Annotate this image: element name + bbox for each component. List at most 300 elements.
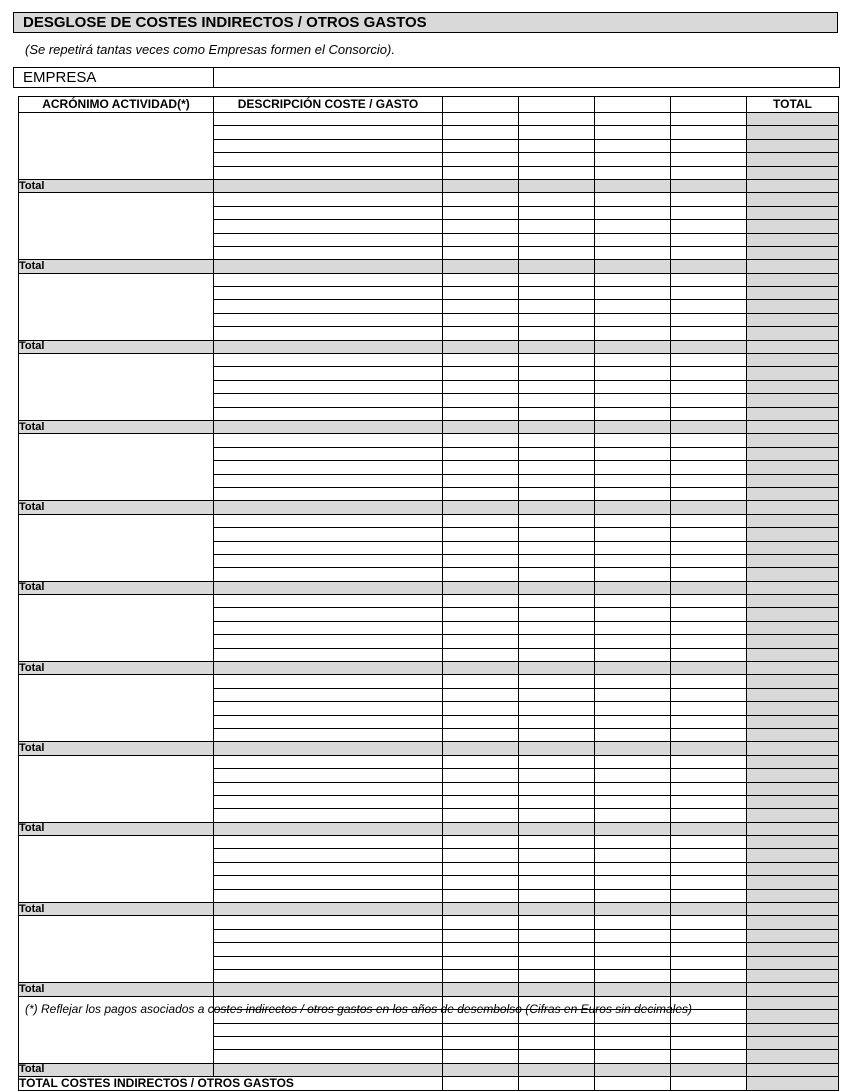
amount-cell[interactable] [519,300,595,313]
amount-cell[interactable] [443,715,519,728]
description-cell[interactable] [214,970,443,983]
amount-cell[interactable] [595,246,671,259]
amount-cell[interactable] [443,153,519,166]
description-cell[interactable] [214,715,443,728]
description-cell[interactable] [214,568,443,581]
amount-cell[interactable] [443,554,519,567]
amount-cell[interactable] [519,675,595,688]
amount-cell[interactable] [595,220,671,233]
amount-cell[interactable] [595,487,671,500]
amount-cell[interactable] [671,126,747,139]
amount-cell[interactable] [519,568,595,581]
amount-cell[interactable] [595,608,671,621]
description-cell[interactable] [214,367,443,380]
amount-cell[interactable] [595,929,671,942]
amount-cell[interactable] [671,916,747,929]
amount-cell[interactable] [519,715,595,728]
amount-cell[interactable] [443,782,519,795]
amount-cell[interactable] [671,769,747,782]
description-cell[interactable] [214,1050,443,1063]
amount-cell[interactable] [671,220,747,233]
amount-cell[interactable] [671,541,747,554]
amount-cell[interactable] [671,313,747,326]
amount-cell[interactable] [519,702,595,715]
amount-cell[interactable] [671,889,747,902]
amount-cell[interactable] [671,1050,747,1063]
description-cell[interactable] [214,809,443,822]
amount-cell[interactable] [595,367,671,380]
amount-cell[interactable] [595,407,671,420]
amount-cell[interactable] [519,769,595,782]
amount-cell[interactable] [671,688,747,701]
description-cell[interactable] [214,608,443,621]
description-cell[interactable] [214,849,443,862]
description-cell[interactable] [214,514,443,527]
description-cell[interactable] [214,648,443,661]
amount-cell[interactable] [671,755,747,768]
amount-cell[interactable] [443,1036,519,1049]
amount-cell[interactable] [519,407,595,420]
amount-cell[interactable] [671,287,747,300]
amount-cell[interactable] [519,862,595,875]
amount-cell[interactable] [671,273,747,286]
description-cell[interactable] [214,688,443,701]
description-cell[interactable] [214,300,443,313]
amount-cell[interactable] [519,595,595,608]
amount-cell[interactable] [519,447,595,460]
description-cell[interactable] [214,929,443,942]
amount-cell[interactable] [671,380,747,393]
amount-cell[interactable] [443,287,519,300]
amount-cell[interactable] [595,113,671,126]
amount-cell[interactable] [671,554,747,567]
description-cell[interactable] [214,166,443,179]
amount-cell[interactable] [671,1036,747,1049]
amount-cell[interactable] [595,554,671,567]
amount-cell[interactable] [519,233,595,246]
amount-cell[interactable] [519,648,595,661]
amount-cell[interactable] [671,876,747,889]
amount-cell[interactable] [671,608,747,621]
activity-acronym-cell[interactable] [19,675,214,742]
amount-cell[interactable] [519,970,595,983]
amount-cell[interactable] [671,407,747,420]
header-year-4[interactable] [671,97,747,113]
description-cell[interactable] [214,528,443,541]
amount-cell[interactable] [519,916,595,929]
description-cell[interactable] [214,956,443,969]
amount-cell[interactable] [595,233,671,246]
description-cell[interactable] [214,782,443,795]
description-cell[interactable] [214,139,443,152]
description-cell[interactable] [214,380,443,393]
amount-cell[interactable] [595,849,671,862]
amount-cell[interactable] [519,487,595,500]
activity-acronym-cell[interactable] [19,113,214,180]
amount-cell[interactable] [519,688,595,701]
description-cell[interactable] [214,635,443,648]
amount-cell[interactable] [519,809,595,822]
amount-cell[interactable] [595,434,671,447]
amount-cell[interactable] [595,153,671,166]
description-cell[interactable] [214,273,443,286]
amount-cell[interactable] [595,300,671,313]
amount-cell[interactable] [519,755,595,768]
amount-cell[interactable] [671,702,747,715]
amount-cell[interactable] [519,273,595,286]
activity-acronym-cell[interactable] [19,836,214,903]
amount-cell[interactable] [443,809,519,822]
amount-cell[interactable] [443,354,519,367]
amount-cell[interactable] [595,862,671,875]
amount-cell[interactable] [595,287,671,300]
amount-cell[interactable] [443,233,519,246]
amount-cell[interactable] [519,461,595,474]
amount-cell[interactable] [671,715,747,728]
amount-cell[interactable] [519,126,595,139]
amount-cell[interactable] [595,728,671,741]
amount-cell[interactable] [443,956,519,969]
amount-cell[interactable] [519,528,595,541]
amount-cell[interactable] [519,782,595,795]
description-cell[interactable] [214,461,443,474]
description-cell[interactable] [214,313,443,326]
amount-cell[interactable] [671,206,747,219]
amount-cell[interactable] [519,327,595,340]
amount-cell[interactable] [519,849,595,862]
amount-cell[interactable] [519,836,595,849]
amount-cell[interactable] [443,943,519,956]
amount-cell[interactable] [519,889,595,902]
description-cell[interactable] [214,354,443,367]
amount-cell[interactable] [671,528,747,541]
amount-cell[interactable] [443,487,519,500]
amount-cell[interactable] [519,1036,595,1049]
amount-cell[interactable] [595,126,671,139]
amount-cell[interactable] [519,541,595,554]
amount-cell[interactable] [671,849,747,862]
amount-cell[interactable] [595,514,671,527]
amount-cell[interactable] [519,287,595,300]
amount-cell[interactable] [443,380,519,393]
amount-cell[interactable] [443,461,519,474]
amount-cell[interactable] [443,795,519,808]
amount-cell[interactable] [519,434,595,447]
amount-cell[interactable] [671,246,747,259]
amount-cell[interactable] [595,139,671,152]
amount-cell[interactable] [443,193,519,206]
description-cell[interactable] [214,327,443,340]
amount-cell[interactable] [595,836,671,849]
amount-cell[interactable] [519,139,595,152]
description-cell[interactable] [214,595,443,608]
amount-cell[interactable] [595,970,671,983]
amount-cell[interactable] [443,621,519,634]
description-cell[interactable] [214,916,443,929]
amount-cell[interactable] [519,394,595,407]
amount-cell[interactable] [671,394,747,407]
amount-cell[interactable] [443,836,519,849]
amount-cell[interactable] [519,635,595,648]
amount-cell[interactable] [595,916,671,929]
amount-cell[interactable] [595,769,671,782]
description-cell[interactable] [214,394,443,407]
amount-cell[interactable] [519,246,595,259]
amount-cell[interactable] [443,528,519,541]
amount-cell[interactable] [443,769,519,782]
amount-cell[interactable] [443,1050,519,1063]
amount-cell[interactable] [595,166,671,179]
description-cell[interactable] [214,889,443,902]
amount-cell[interactable] [595,461,671,474]
amount-cell[interactable] [595,206,671,219]
amount-cell[interactable] [443,474,519,487]
amount-cell[interactable] [595,675,671,688]
amount-cell[interactable] [671,621,747,634]
amount-cell[interactable] [443,862,519,875]
amount-cell[interactable] [443,246,519,259]
amount-cell[interactable] [443,273,519,286]
description-cell[interactable] [214,795,443,808]
description-cell[interactable] [214,675,443,688]
amount-cell[interactable] [671,434,747,447]
amount-cell[interactable] [519,554,595,567]
amount-cell[interactable] [671,514,747,527]
amount-cell[interactable] [671,487,747,500]
amount-cell[interactable] [443,635,519,648]
amount-cell[interactable] [443,220,519,233]
amount-cell[interactable] [595,889,671,902]
amount-cell[interactable] [519,354,595,367]
amount-cell[interactable] [443,755,519,768]
description-cell[interactable] [214,474,443,487]
amount-cell[interactable] [519,313,595,326]
amount-cell[interactable] [519,153,595,166]
amount-cell[interactable] [671,367,747,380]
activity-acronym-cell[interactable] [19,514,214,581]
amount-cell[interactable] [595,1050,671,1063]
description-cell[interactable] [214,193,443,206]
activity-acronym-cell[interactable] [19,755,214,822]
amount-cell[interactable] [595,782,671,795]
amount-cell[interactable] [443,394,519,407]
amount-cell[interactable] [519,943,595,956]
description-cell[interactable] [214,755,443,768]
amount-cell[interactable] [595,795,671,808]
amount-cell[interactable] [443,541,519,554]
amount-cell[interactable] [443,728,519,741]
description-cell[interactable] [214,541,443,554]
amount-cell[interactable] [671,809,747,822]
amount-cell[interactable] [519,1050,595,1063]
amount-cell[interactable] [671,929,747,942]
amount-cell[interactable] [671,461,747,474]
amount-cell[interactable] [519,193,595,206]
amount-cell[interactable] [443,970,519,983]
amount-cell[interactable] [595,648,671,661]
amount-cell[interactable] [443,568,519,581]
activity-acronym-cell[interactable] [19,354,214,421]
amount-cell[interactable] [443,876,519,889]
amount-cell[interactable] [671,970,747,983]
description-cell[interactable] [214,487,443,500]
description-cell[interactable] [214,1036,443,1049]
header-year-2[interactable] [519,97,595,113]
amount-cell[interactable] [519,206,595,219]
amount-cell[interactable] [671,474,747,487]
amount-cell[interactable] [595,354,671,367]
amount-cell[interactable] [443,139,519,152]
amount-cell[interactable] [519,367,595,380]
activity-acronym-cell[interactable] [19,193,214,260]
amount-cell[interactable] [595,394,671,407]
description-cell[interactable] [214,702,443,715]
amount-cell[interactable] [519,220,595,233]
amount-cell[interactable] [443,929,519,942]
amount-cell[interactable] [519,956,595,969]
description-cell[interactable] [214,153,443,166]
description-cell[interactable] [214,943,443,956]
amount-cell[interactable] [595,541,671,554]
amount-cell[interactable] [443,514,519,527]
description-cell[interactable] [214,246,443,259]
amount-cell[interactable] [671,153,747,166]
amount-cell[interactable] [519,728,595,741]
amount-cell[interactable] [671,139,747,152]
amount-cell[interactable] [443,889,519,902]
amount-cell[interactable] [671,595,747,608]
header-year-1[interactable] [443,97,519,113]
amount-cell[interactable] [671,795,747,808]
header-year-3[interactable] [595,97,671,113]
description-cell[interactable] [214,621,443,634]
amount-cell[interactable] [671,166,747,179]
amount-cell[interactable] [595,809,671,822]
description-cell[interactable] [214,113,443,126]
amount-cell[interactable] [519,380,595,393]
amount-cell[interactable] [671,782,747,795]
activity-acronym-cell[interactable] [19,595,214,662]
amount-cell[interactable] [443,113,519,126]
amount-cell[interactable] [443,447,519,460]
amount-cell[interactable] [595,956,671,969]
description-cell[interactable] [214,287,443,300]
amount-cell[interactable] [519,166,595,179]
amount-cell[interactable] [671,568,747,581]
amount-cell[interactable] [671,943,747,956]
amount-cell[interactable] [595,635,671,648]
amount-cell[interactable] [595,327,671,340]
amount-cell[interactable] [595,876,671,889]
description-cell[interactable] [214,836,443,849]
amount-cell[interactable] [595,688,671,701]
amount-cell[interactable] [443,702,519,715]
amount-cell[interactable] [595,528,671,541]
amount-cell[interactable] [519,608,595,621]
description-cell[interactable] [214,434,443,447]
amount-cell[interactable] [671,193,747,206]
amount-cell[interactable] [671,233,747,246]
amount-cell[interactable] [595,447,671,460]
amount-cell[interactable] [443,166,519,179]
amount-cell[interactable] [671,648,747,661]
amount-cell[interactable] [443,327,519,340]
amount-cell[interactable] [671,956,747,969]
amount-cell[interactable] [443,849,519,862]
description-cell[interactable] [214,728,443,741]
amount-cell[interactable] [595,313,671,326]
amount-cell[interactable] [443,434,519,447]
amount-cell[interactable] [443,648,519,661]
amount-cell[interactable] [671,635,747,648]
activity-acronym-cell[interactable] [19,916,214,983]
amount-cell[interactable] [671,300,747,313]
amount-cell[interactable] [443,675,519,688]
activity-acronym-cell[interactable] [19,434,214,501]
description-cell[interactable] [214,233,443,246]
amount-cell[interactable] [443,367,519,380]
empresa-field[interactable] [214,68,839,87]
amount-cell[interactable] [443,916,519,929]
amount-cell[interactable] [595,273,671,286]
amount-cell[interactable] [443,688,519,701]
description-cell[interactable] [214,220,443,233]
amount-cell[interactable] [443,313,519,326]
description-cell[interactable] [214,126,443,139]
amount-cell[interactable] [595,1036,671,1049]
amount-cell[interactable] [595,755,671,768]
amount-cell[interactable] [671,113,747,126]
amount-cell[interactable] [595,621,671,634]
amount-cell[interactable] [595,568,671,581]
description-cell[interactable] [214,206,443,219]
amount-cell[interactable] [443,595,519,608]
description-cell[interactable] [214,407,443,420]
amount-cell[interactable] [595,702,671,715]
amount-cell[interactable] [443,407,519,420]
amount-cell[interactable] [671,327,747,340]
amount-cell[interactable] [519,514,595,527]
amount-cell[interactable] [519,876,595,889]
amount-cell[interactable] [595,595,671,608]
description-cell[interactable] [214,876,443,889]
description-cell[interactable] [214,769,443,782]
description-cell[interactable] [214,862,443,875]
amount-cell[interactable] [519,113,595,126]
amount-cell[interactable] [519,929,595,942]
description-cell[interactable] [214,554,443,567]
amount-cell[interactable] [595,193,671,206]
amount-cell[interactable] [443,126,519,139]
amount-cell[interactable] [595,380,671,393]
description-cell[interactable] [214,447,443,460]
amount-cell[interactable] [519,474,595,487]
amount-cell[interactable] [671,447,747,460]
amount-cell[interactable] [443,608,519,621]
amount-cell[interactable] [671,862,747,875]
amount-cell[interactable] [671,675,747,688]
amount-cell[interactable] [671,836,747,849]
amount-cell[interactable] [595,715,671,728]
amount-cell[interactable] [443,300,519,313]
amount-cell[interactable] [671,728,747,741]
amount-cell[interactable] [595,943,671,956]
amount-cell[interactable] [519,795,595,808]
amount-cell[interactable] [671,354,747,367]
amount-cell[interactable] [443,206,519,219]
amount-cell[interactable] [519,621,595,634]
activity-acronym-cell[interactable] [19,273,214,340]
